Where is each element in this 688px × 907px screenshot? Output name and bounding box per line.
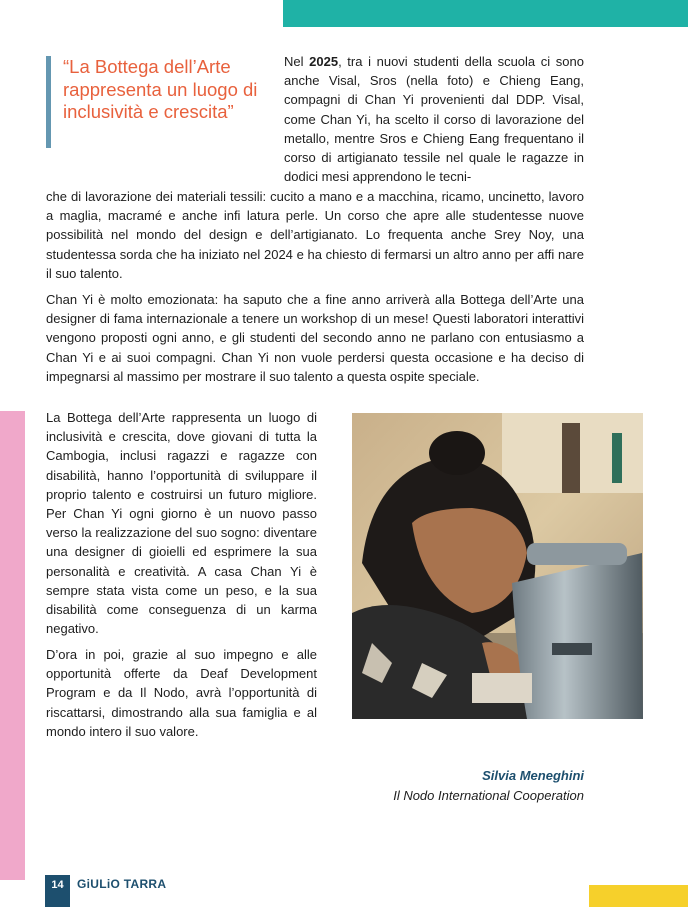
author-name: Silvia Meneghini xyxy=(482,768,584,783)
paragraph-4: D’ora in poi, grazie al suo impegno e alle opportunità offerte da Deaf Development Program e da Il Nodo, avrà l’opportunità di riscattarsi, dimostrando alla sua famiglia e al mondo intero il suo valore. xyxy=(46,647,317,739)
paragraph-1-intro: Nel xyxy=(284,54,310,69)
bottom-yellow-bar xyxy=(589,885,688,907)
author-organization: Il Nodo International Cooperation xyxy=(393,788,584,803)
paragraph-2: Chan Yi è molto emozionata: ha saputo che a fine anno arriverà alla Bottega dell’Arte una designer di fama internazionale a tenere un workshop di un mese! Questi laboratori interattivi vengono proposti ogni anno, e gli studenti del secondo anno ne parlano con entusiasmo a Chan Yi e ai suoi compagni. Chan Yi non vuole perdersi questa occasione e ha deciso di impegnarsi al massimo per mostrare il suo talento a questa ospite speciale. xyxy=(46,292,584,384)
left-pink-bar xyxy=(0,411,25,880)
signature xyxy=(393,766,584,806)
pull-quote xyxy=(46,56,273,148)
photo-sewing-student xyxy=(352,413,643,719)
paragraph-1-top-text: , tra i nuovi studenti della scuola ci sono anche Visal, Sros (nella foto) e Chieng Eang, compagni di Chan Yi provenienti dal DDP. Visal, come Chan Yi, ha scelto il corso di lavorazione del metallo, mentre Sros e Chieng Eang frequentano il corso di artigianato tessile nel quale le ragazze in dodici mesi apprendono le tecni- xyxy=(284,54,584,185)
paragraph-1-year: 2025 xyxy=(309,54,339,69)
paragraph-1-bottom: che di lavorazione dei materiali tessili: cucito a mano e a macchina, ricamo, uncinetto, lavoro a maglia, macramé e anche infi latura perle. Un corso che apre alle studentesse nuove possibilità nel mondo del design e dell’artigianato. Lo frequenta anche Srey Noy, una studentessa sorda che ha iniziato nel 2024 e ha chiesto di fermarsi un altro anno per affi nare il suo talento. xyxy=(46,189,584,281)
page-number: 14 xyxy=(45,875,70,907)
brand-logo: GiULiO TARRA xyxy=(77,877,167,891)
paragraph-1-top xyxy=(284,52,584,186)
paragraph-3: La Bottega dell’Arte rappresenta un luogo di inclusività e crescita, dove giovani di tutta la Cambogia, inclusi ragazzi e ragazze con disabilità, hanno l’opportunità di sviluppare il proprio talento e costruirsi un futuro migliore. Per Chan Yi ogni giorno è un nuovo passo verso la realizzazione del suo sogno: diventare una designer di gioielli ed esprimere la sua personalità e creatività. A casa Chan Yi è sempre stata vista come un peso, e la sua disabilità come conseguenza di un karma negativo. xyxy=(46,410,317,637)
pull-quote-text: “La Bottega dell’Arte rappresenta un luogo di inclusività e crescita” xyxy=(63,56,258,122)
top-teal-bar xyxy=(283,0,688,27)
